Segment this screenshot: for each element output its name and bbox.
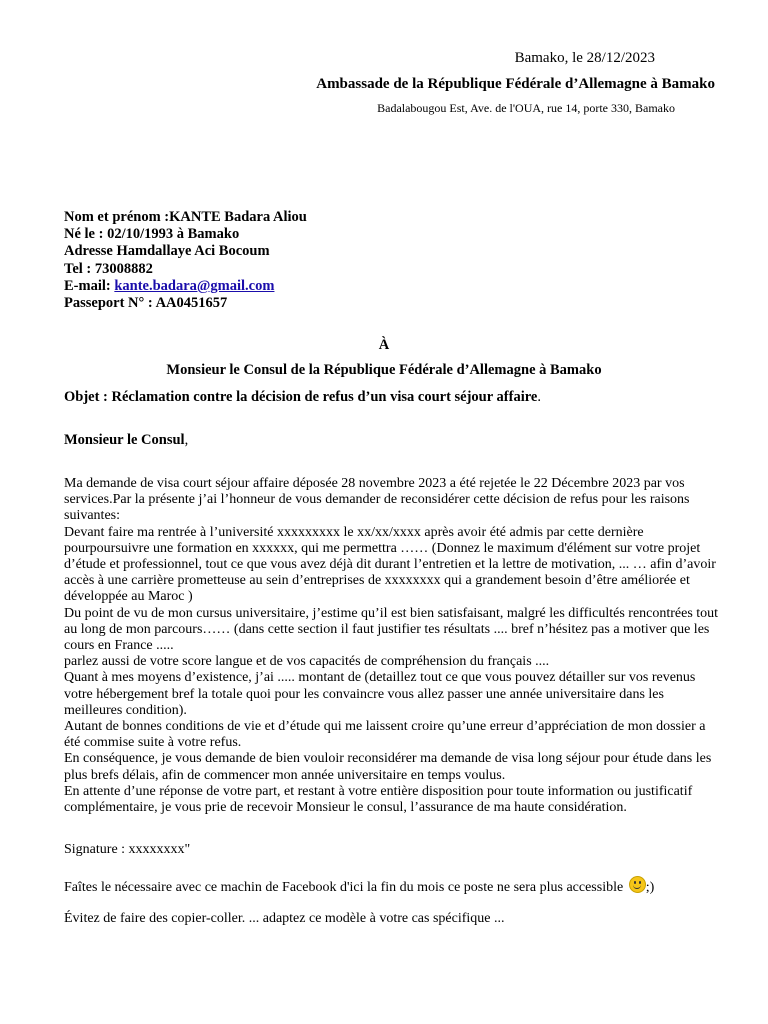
letter-body xyxy=(64,476,724,816)
body-paragraph: Devant faire ma rentrée à l’université xxxxxxxxx le xx/xx/xxxx après avoir été admis par cette dernière pourpoursuivre une formation en xxxxxx, qui me permettra …… (Donnez le maximum d'élément sur votre projet d’étude et professionnel, tout ce que vous avez déjà dit durant l’entretien et la lettre de motivation, ... … afin d’avoir accès à une carrière prometteuse au sein d’entreprises de xxxxxxxx qui a grandement besoin d’être améliorée et développée au Maroc ) xyxy=(64,524,716,605)
footer-advice: Évitez de faire des copier-coller. ... adaptez ce modèle à votre cas spécifique ... xyxy=(64,911,505,926)
sender-name: Nom et prénom :KANTE Badara Aliou xyxy=(64,209,307,225)
body-paragraph: Ma demande de visa court séjour affaire déposée 28 novembre 2023 a été rejetée le 22 Décembre 2023 par vos services.Par la présente j’ai l’honneur de vous demander de reconsidérer cette décision de refus pour les raisons suivantes: xyxy=(64,476,690,524)
object-line xyxy=(64,389,541,406)
salutation-text: Monsieur le Consul xyxy=(64,432,185,448)
body-paragraph: parlez aussi de votre score langue et de vos capacités de compréhension du français .... xyxy=(64,654,550,670)
sender-address: Adresse Hamdallaye Aci Bocoum xyxy=(64,243,270,260)
sender-birth: Né le : 02/10/1993 à Bamako xyxy=(64,226,240,243)
recipient-name: Monsieur le Consul de la République Fédérale d’Allemagne à Bamako xyxy=(166,362,602,378)
embassy-heading: Ambassade de la République Fédérale d’Allemagne à Bamako xyxy=(316,76,715,92)
sender-block xyxy=(64,209,307,312)
sender-tel: Tel : 73008882 xyxy=(64,260,153,277)
body-paragraph: En conséquence, je vous demande de bien vouloir reconsidérer ma demande de visa long séjour pour étude dans les plus brefs délais, afin de commencer mon année universitaire en temps voulus. xyxy=(64,751,712,783)
sender-email-line xyxy=(64,278,307,295)
footer-note xyxy=(64,876,654,896)
salutation xyxy=(64,432,188,449)
recipient-to: À xyxy=(378,337,390,353)
body-paragraph: En attente d’une réponse de votre part, et restant à votre entière disposition pour toute information ou justificatif complémentaire, je vous prie de recevoir Monsieur le consul, l’assurance de ma haute considération. xyxy=(64,783,693,816)
place-date: Bamako, le 28/12/2023 xyxy=(514,50,655,66)
footer-note-end: ;) xyxy=(645,880,655,895)
embassy-address: Badalabougou Est, Ave. de l'OUA, rue 14, porte 330, Bamako xyxy=(377,101,675,115)
salutation-comma: , xyxy=(184,432,189,448)
body-paragraph: Quant à mes moyens d’existence, j’ai ..... montant de (detaillez tout ce que vous pouvez détailler sur vos revenus votre hébergement bref la totale quoi pour les convaincre vous allez passer une année universitaire dans les meilleures condition). xyxy=(64,670,696,718)
object-period: . xyxy=(537,389,541,405)
email-link[interactable]: kante.badara@gmail.com xyxy=(114,277,275,294)
object-label: Objet : Réclamation contre la décision de refus d’un visa court séjour affaire xyxy=(64,389,538,405)
smiley-icon xyxy=(629,876,646,893)
body-paragraph: Du point de vu de mon cursus universitaire, j’estime qu’il est bien satisfaisant, malgré les difficultés rencontrées tout au long de mon parcours…… (dans cette section il faut justifier tes résultats .... bref n’hésitez pas a motiver que les cours en France ..... xyxy=(64,605,719,654)
footer-note-text: Faîtes le nécessaire avec ce machin de Facebook d'ici la fin du mois ce poste ne sera plus accessible xyxy=(64,880,624,895)
email-label: E-mail: xyxy=(64,277,115,294)
sender-passport: Passeport N° : AA0451657 xyxy=(64,295,228,312)
body-paragraph: Autant de bonnes conditions de vie et d’étude qui me laissent croire qu’une erreur d’appréciation de mon dossier a été commise suite à votre refus. xyxy=(64,719,706,751)
signature-line: Signature : xxxxxxxx" xyxy=(64,842,191,857)
